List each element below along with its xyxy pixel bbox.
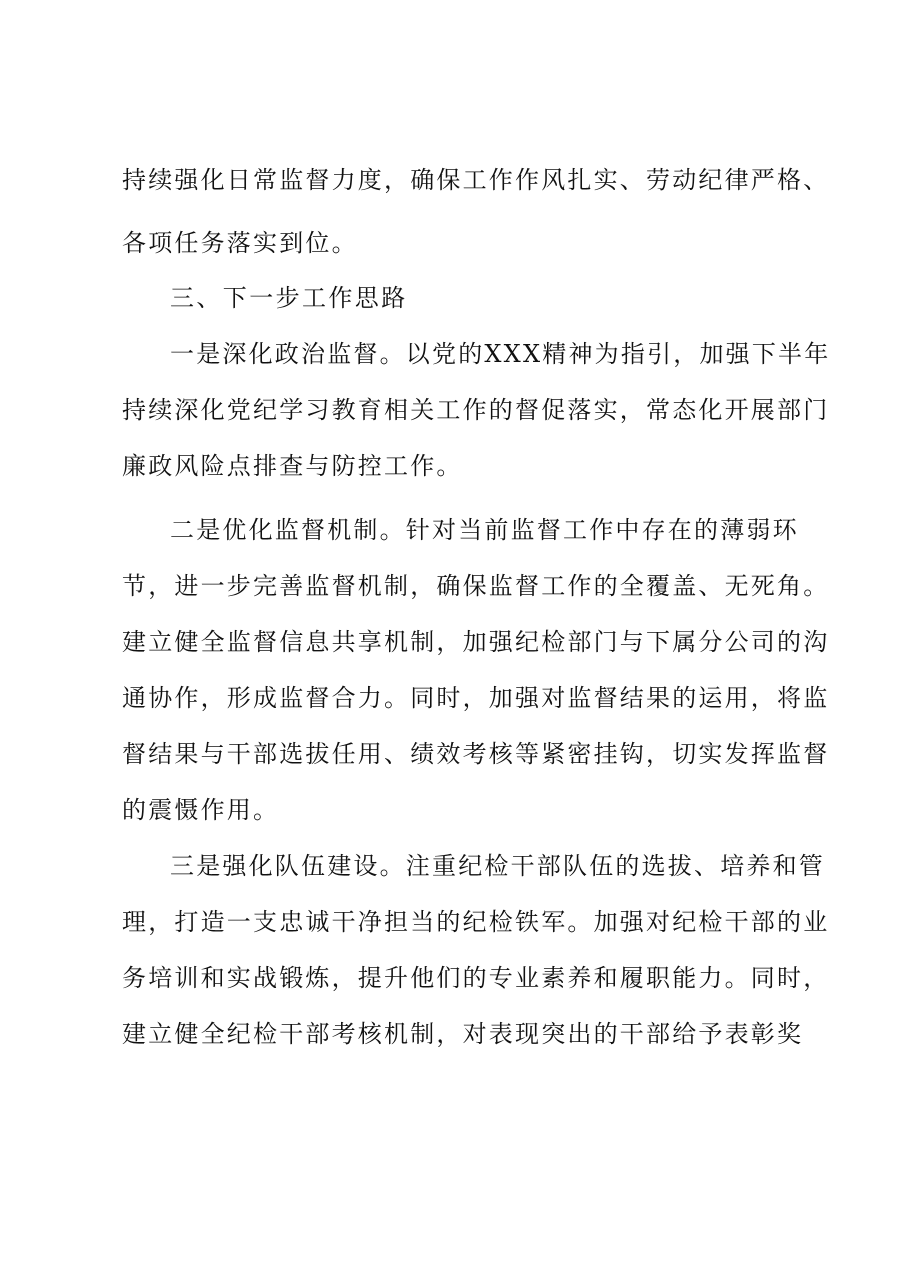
text-line-9: 建立健全监督信息共享机制，加强纪检部门与下属分公司的沟 (122, 628, 830, 656)
text-line-11: 督结果与干部选拔任用、绩效考核等紧密挂钩，切实发挥监督 (122, 740, 830, 768)
text-line-13: 三是强化队伍建设。注重纪检干部队伍的选拔、培养和管 (170, 852, 825, 880)
text-line-15: 务培训和实战锻炼，提升他们的专业素养和履职能力。同时， (122, 964, 830, 992)
text-line-4: 一是深化政治监督。以党的XXX精神为指引，加强下半年 (170, 340, 831, 368)
text-line-6: 廉政风险点排查与防控工作。 (122, 452, 463, 480)
text-line-8: 节，进一步完善监督机制，确保监督工作的全覆盖、无死角。 (122, 572, 830, 600)
section-heading: 三、下一步工作思路 (170, 284, 408, 312)
text-line-2: 各项任务落实到位。 (122, 229, 358, 257)
text-line-5: 持续深化党纪学习教育相关工作的督促落实，常态化开展部门 (122, 396, 830, 424)
text-line-16: 建立健全纪检干部考核机制，对表现突出的干部给予表彰奖 (122, 1020, 804, 1048)
text-line-1: 持续强化日常监督力度，确保工作作风扎实、劳动纪律严格、 (122, 166, 830, 194)
text-line-12: 的震慑作用。 (122, 796, 280, 824)
text-line-14: 理，打造一支忠诚干净担当的纪检铁军。加强对纪检干部的业 (122, 908, 830, 936)
text-line-7: 二是优化监督机制。针对当前监督工作中存在的薄弱环 (170, 516, 799, 544)
text-line-10: 通协作，形成监督合力。同时，加强对监督结果的运用，将监 (122, 684, 830, 712)
